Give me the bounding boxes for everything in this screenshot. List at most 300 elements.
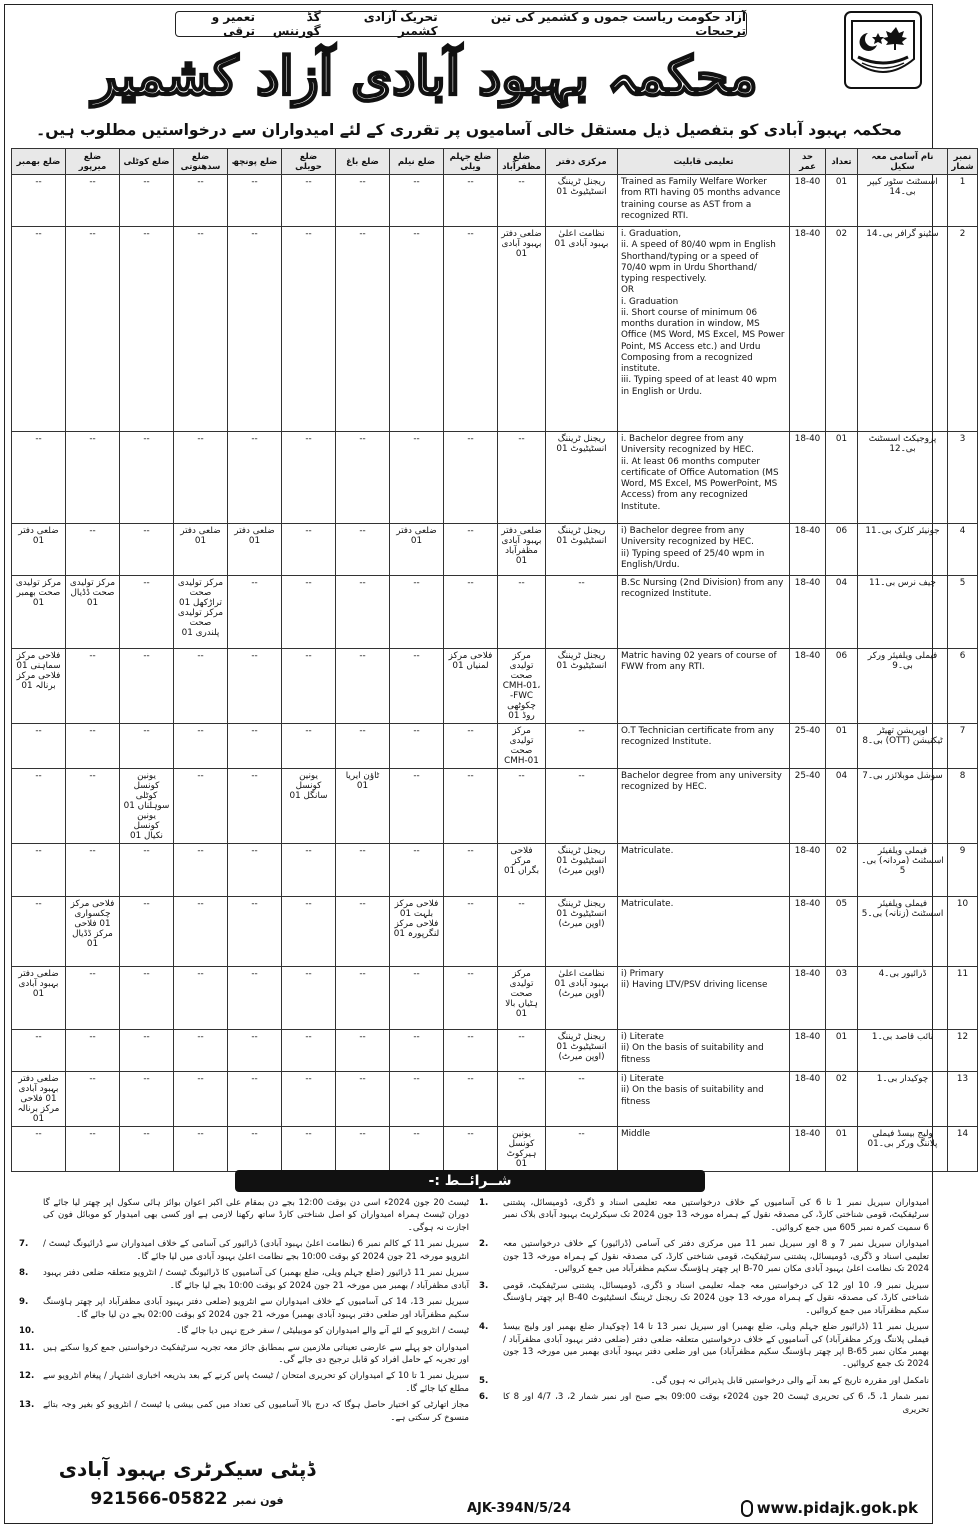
district-cell: مرکز تولیدی صحت CMH-01، FWC-چکوٹھی روڈ 01: [498, 649, 546, 724]
district-cell: --: [546, 1127, 618, 1172]
post-count-cell: 03: [826, 967, 858, 1030]
tagline-item: تحریک آزادی کشمیر: [363, 10, 438, 38]
district-cell: --: [390, 967, 444, 1030]
tagline-box: [175, 11, 747, 37]
table-row: [12, 175, 978, 227]
district-cell: --: [390, 769, 444, 844]
district-cell: --: [336, 844, 390, 897]
district-cell: --: [228, 227, 282, 432]
district-cell: --: [66, 175, 120, 227]
conditions-left-column: [19, 1197, 469, 1428]
column-header: نمبر شمار: [948, 149, 978, 175]
post-name-cell: پروجیکٹ اسسٹنٹ بی۔12: [858, 432, 948, 524]
district-cell: --: [336, 576, 390, 649]
post-count-cell: 04: [826, 769, 858, 844]
column-header: ضلع کوٹلی: [120, 149, 174, 175]
tagline-item: آزاد حکومت ریاست جموں و کشمیر کی تین ترجیحات: [490, 10, 746, 38]
district-cell: --: [120, 524, 174, 576]
column-header: تعلیمی قابلیت: [618, 149, 790, 175]
district-cell: --: [228, 649, 282, 724]
district-cell: --: [390, 1072, 444, 1127]
post-name-cell: سٹینو گرافر بی۔14: [858, 227, 948, 432]
district-cell: ریجنل ٹریننگ انسٹیٹیوٹ 01: [546, 175, 618, 227]
condition-number: [19, 1197, 43, 1234]
column-header: ضلع جہلم ویلی: [444, 149, 498, 175]
serial-cell: 2: [948, 227, 978, 432]
serial-cell: 3: [948, 432, 978, 524]
condition-number: 3.: [479, 1280, 489, 1291]
post-name-cell: فیملی ویلفیئر ورکر بی۔9: [858, 649, 948, 724]
table-row: [12, 1127, 978, 1172]
district-cell: --: [390, 1127, 444, 1172]
district-cell: --: [498, 576, 546, 649]
condition-number: 1.: [479, 1198, 489, 1208]
post-count-cell: 01: [826, 432, 858, 524]
age-limit-cell: 18-40: [790, 432, 826, 524]
district-cell: --: [498, 769, 546, 844]
post-name-cell: فیملی ویلفیئر اسسٹنٹ (مردانہ) بی۔5: [858, 844, 948, 897]
condition-text: سیریل نمبر 11 کے کالم نمبر 6 (نظامت اعلیٰ بہبود آبادی) ڈرائیور کی آسامی کے خلاف امیدواران سے ڈرائیونگ ٹیسٹ / انٹرویو مورخہ 21 جون 2024 کو بوقت 10:00 بجے نظامت اعلیٰ بہبود آبادی میں لیا جائے گا۔: [43, 1239, 469, 1262]
condition-text: امیدواران سیریل نمبر 7 و 8 اور سیریل نمبر 11 میں مرکزی دفتر کی آسامی (ڈرائیور) کے خلاف درخواستیں معہ تعلیمی اسناد و ڈگری، ڈومیسائل، پشتنی سرٹیفکیٹ، قومی شناختی کارڈ، کی مصدقہ نقول کے ہمراہ مورخہ 13 جون 2024 تک نظامت اعلیٰ بہبود آبادی مکان نمبر B-70 اپر چھتر ہاؤسنگ سکیم مظفرآباد میں جمع کروائیں۔: [503, 1239, 930, 1275]
district-cell: --: [66, 967, 120, 1030]
district-cell: --: [174, 967, 228, 1030]
table-row: [12, 967, 978, 1030]
qualification-cell: Matriculate.: [618, 844, 790, 897]
post-count-cell: 01: [826, 175, 858, 227]
district-cell: --: [174, 769, 228, 844]
district-cell: یونین کونسل کوٹلی سوہلناں 01 یونین کونسل نکیال 01: [120, 769, 174, 844]
qualification-cell: i) Primary ii) Having LTV/PSV driving license: [618, 967, 790, 1030]
age-limit-cell: 18-40: [790, 175, 826, 227]
district-cell: --: [336, 1030, 390, 1072]
district-cell: نظامت اعلیٰ بہبود آبادی 01 (اوپن میرٹ): [546, 967, 618, 1030]
table-row: [12, 1030, 978, 1072]
district-cell: فلاحی مرکز لمنیاں 01: [444, 649, 498, 724]
district-cell: --: [336, 897, 390, 967]
phone-label: فون نمبر: [233, 1494, 284, 1507]
district-cell: --: [282, 175, 336, 227]
ajk-emblem-icon: [844, 11, 922, 89]
district-cell: --: [12, 227, 66, 432]
condition-item: [19, 1267, 469, 1292]
post-name-cell: جونیئر کلرک بی۔11: [858, 524, 948, 576]
age-limit-cell: 18-40: [790, 649, 826, 724]
district-cell: --: [390, 227, 444, 432]
age-limit-cell: 18-40: [790, 844, 826, 897]
column-header: ضلع مظفرآباد: [498, 149, 546, 175]
age-limit-cell: 18-40: [790, 1127, 826, 1172]
district-cell: --: [120, 175, 174, 227]
age-limit-cell: 18-40: [790, 227, 826, 432]
district-cell: --: [336, 1127, 390, 1172]
serial-cell: 11: [948, 967, 978, 1030]
column-header: ضلع باغ: [336, 149, 390, 175]
post-count-cell: 02: [826, 227, 858, 432]
district-cell: --: [546, 1072, 618, 1127]
district-cell: فلاحی مرکز چکسواری 01 فلاحی مرکز ڈڈیال 01: [66, 897, 120, 967]
district-cell: --: [282, 227, 336, 432]
district-cell: ریجنل ٹریننگ انسٹیٹیوٹ 01: [546, 432, 618, 524]
district-cell: یونین کونسل سانگل 01: [282, 769, 336, 844]
condition-item: [479, 1321, 929, 1371]
district-cell: مرکز تولیدی صحت CMH-01: [498, 724, 546, 769]
qualification-cell: i. Graduation, ii. A speed of 80/40 wpm in English Shorthand/typing or a speed of 70/40 wpm in Urdu Shorthand/ typing respectively. OR i. Graduation ii. Short course of minimum 06 months duration in window, MS Office (MS Word, MS Excel, MS Power Point, MS Access etc.) and Urdu Composing from a recognized institute. iii. Typing speed of at least 40 wpm in English or Urdu.: [618, 227, 790, 432]
serial-cell: 13: [948, 1072, 978, 1127]
district-cell: نظامت اعلیٰ بہبود آبادی 01: [546, 227, 618, 432]
post-name-cell: ڈرائیور بی۔4: [858, 967, 948, 1030]
district-cell: --: [444, 1030, 498, 1072]
district-cell: --: [12, 724, 66, 769]
district-cell: --: [282, 1127, 336, 1172]
mouse-icon: [741, 1500, 753, 1517]
table-row: [12, 897, 978, 967]
condition-item: [479, 1238, 929, 1275]
district-cell: --: [390, 649, 444, 724]
district-cell: --: [336, 227, 390, 432]
condition-item: [479, 1280, 929, 1317]
condition-number: 8.: [19, 1268, 29, 1279]
district-cell: --: [390, 175, 444, 227]
website-url[interactable]: www.pidajk.gok.pk: [756, 1499, 918, 1517]
post-count-cell: 02: [826, 844, 858, 897]
age-limit-cell: 18-40: [790, 1030, 826, 1072]
post-count-cell: 01: [826, 724, 858, 769]
advertisement-page: [4, 4, 974, 1524]
district-cell: --: [546, 724, 618, 769]
district-cell: مرکز تولیدی صحت ڈڈیال 01: [66, 576, 120, 649]
condition-number: 12.: [19, 1371, 35, 1382]
condition-item: [479, 1197, 929, 1234]
signatory: ڈپٹی سیکرٹری بہبود آبادی: [58, 1457, 316, 1481]
district-cell: ضلعی دفتر 01: [12, 524, 66, 576]
qualification-cell: Middle: [618, 1127, 790, 1172]
website[interactable]: [741, 1499, 918, 1517]
condition-number: 13.: [19, 1400, 35, 1411]
district-cell: فلاحی مرکز سماہنی 01 فلاحی مرکز برنالہ 01: [12, 649, 66, 724]
department-title: محکمہ بہبود آبادی آزاد کشمیر: [92, 46, 758, 107]
serial-cell: 1: [948, 175, 978, 227]
district-cell: --: [444, 175, 498, 227]
column-header: ضلع بھمبر: [12, 149, 66, 175]
table-row: [12, 844, 978, 897]
district-cell: --: [282, 524, 336, 576]
tagline-item: تعمیر و ترقی: [211, 10, 256, 38]
district-cell: --: [444, 432, 498, 524]
district-cell: --: [444, 724, 498, 769]
phone-line: [27, 1489, 347, 1509]
vacancy-table: [11, 148, 978, 1172]
column-header: تعداد: [826, 149, 858, 175]
condition-text: امیدواران سیریل نمبر 1 تا 6 کی آسامیوں کے خلاف درخواستیں معہ تعلیمی اسناد و ڈگری، ڈومیسائل، پشتنی سرٹیفکیٹ، قومی شناختی کارڈ، کی مصدقہ نقول کے ہمراہ مورخہ 13 جون 2024 تک سیکرٹریٹ بہبود آبادی بلاک نمبر 6 سمیت کمرہ نمبر 605 میں جمع کروائیں۔: [503, 1198, 930, 1233]
district-cell: --: [66, 524, 120, 576]
age-limit-cell: 18-40: [790, 897, 826, 967]
conditions-heading: شــرائــط :-: [235, 1170, 705, 1192]
qualification-cell: i) Literate ii) On the basis of suitability and fitness: [618, 1072, 790, 1127]
district-cell: --: [228, 769, 282, 844]
district-cell: ضلعی دفتر بہبود آبادی مظفرآباد 01: [498, 524, 546, 576]
condition-item: [479, 1375, 929, 1387]
table-header-row: [12, 149, 978, 175]
condition-text: نامکمل اور مقررہ تاریخ کے بعد آنے والی درخواستیں قابل پذیرائی نہ ہوں گی۔: [650, 1375, 929, 1386]
district-cell: --: [66, 227, 120, 432]
condition-number: 11.: [19, 1342, 35, 1353]
district-cell: ریجنل ٹریننگ انسٹیٹیوٹ 01: [546, 649, 618, 724]
district-cell: --: [66, 844, 120, 897]
condition-text: ٹیسٹ 20 جون 2024ء اسی دن بوقت 12:00 بجے دن بمقام علی اکبر اعوان بوائز ہائی سکول اپر چھتر لیا جائے گا دوران ٹیسٹ ہمراہ امیدواران کو اصل شناختی کارڈ ساتھ رکھنا لازمی ہے اور کسی بھی امیدوار کو موبائل فون کی اجازت نہ ہوگی۔: [43, 1198, 470, 1233]
column-header: حد عمر: [790, 149, 826, 175]
district-cell: ضلعی دفتر 01: [228, 524, 282, 576]
qualification-cell: Bachelor degree from any university recognized by HEC.: [618, 769, 790, 844]
age-limit-cell: 25-40: [790, 769, 826, 844]
district-cell: ضلعی دفتر 01: [390, 524, 444, 576]
serial-cell: 9: [948, 844, 978, 897]
district-cell: --: [174, 175, 228, 227]
post-count-cell: 01: [826, 1030, 858, 1072]
post-name-cell: چوکیدار بی۔1: [858, 1072, 948, 1127]
condition-number: 6.: [479, 1392, 489, 1403]
district-cell: --: [228, 1030, 282, 1072]
qualification-cell: Matric having 02 years of course of FWW from any RTI.: [618, 649, 790, 724]
district-cell: --: [66, 1127, 120, 1172]
district-cell: --: [120, 1072, 174, 1127]
district-cell: --: [444, 576, 498, 649]
district-cell: --: [228, 844, 282, 897]
district-cell: یونین کونسل ہیرکوٹ 01: [498, 1127, 546, 1172]
district-cell: --: [390, 576, 444, 649]
district-cell: --: [66, 1072, 120, 1127]
district-cell: --: [174, 1030, 228, 1072]
condition-text: سیریل نمبر 11 (ڈرائیور ضلع جہلم ویلی، ضلع بھمبر) اور سیریل نمبر 13 تا 14 (چوکیدار ضلع بھمبر اور ولیج بیسڈ فیملی پلاننگ ورکر مظفرآباد) کی آسامیوں کے خلاف درخواستیں متعلقہ ضلعی دفتر (ضلعی دفتر بہبود آبادی مظفرآباد / بھمبر مکان نمبر B-65 اپر چھتر ہاؤسنگ سکیم مظفرآباد) میں اور ضلعی دفتر بہبود آبادی بھمبر میں مورخہ 13 جون 2024 تک جمع کروائیں۔: [503, 1322, 929, 1370]
district-cell: مرکز تولیدی صحت بھمبر 01: [12, 576, 66, 649]
condition-number: 2.: [479, 1239, 489, 1250]
post-count-cell: 06: [826, 649, 858, 724]
district-cell: ٹاؤن ایریا 01: [336, 769, 390, 844]
column-header: ضلع میرپور: [66, 149, 120, 175]
district-cell: ضلعی دفتر بہبود آبادی 01 فلاحی مرکز برنالہ 01: [12, 1072, 66, 1127]
phone-number: 05822-921566: [90, 1489, 228, 1509]
post-name-cell: اوپریشن تھیٹر ٹیکنیشن (OTT) بی۔8: [858, 724, 948, 769]
district-cell: --: [228, 1072, 282, 1127]
district-cell: --: [228, 724, 282, 769]
condition-number: 7.: [19, 1239, 29, 1250]
district-cell: --: [390, 844, 444, 897]
district-cell: --: [228, 432, 282, 524]
district-cell: --: [282, 432, 336, 524]
age-limit-cell: 18-40: [790, 967, 826, 1030]
district-cell: --: [282, 576, 336, 649]
district-cell: --: [498, 432, 546, 524]
condition-text: سیریل نمبر 9، 10 اور 12 کی درخواستیں معہ جملہ تعلیمی اسناد و ڈگری، ڈومیسائل، پشتنی سرٹیفکیٹ، قومی شناختی کارڈ، کی مصدقہ نقول کے ہمراہ مورخہ 13 جون 2024 تک ریجنل ٹریننگ انسٹیٹیوٹ B-40 اپر چھتر ہاؤسنگ سکیم مظفرآباد میں جمع کروائیں۔: [503, 1280, 929, 1316]
district-cell: --: [444, 1127, 498, 1172]
district-cell: --: [12, 1030, 66, 1072]
column-header: نام آسامی معہ سکیل: [858, 149, 948, 175]
table-row: [12, 724, 978, 769]
column-header: مرکزی دفتر: [546, 149, 618, 175]
serial-cell: 12: [948, 1030, 978, 1072]
district-cell: --: [390, 432, 444, 524]
district-cell: --: [12, 1127, 66, 1172]
tagline-item: گڈ گورننس: [272, 10, 321, 38]
district-cell: --: [336, 524, 390, 576]
district-cell: --: [282, 897, 336, 967]
district-cell: --: [444, 967, 498, 1030]
header: [5, 5, 932, 123]
table-row: [12, 524, 978, 576]
condition-text: مجاز اتھارٹی کو اختیار حاصل ہوگا کہ درج بالا آسامیوں کی تعداد میں کمی بیشی یا ٹیسٹ / انٹرویو کو بغیر وجہ بتائے منسوخ کر سکتی ہے۔: [43, 1400, 469, 1423]
age-limit-cell: 25-40: [790, 724, 826, 769]
district-cell: --: [120, 649, 174, 724]
district-cell: --: [174, 227, 228, 432]
age-limit-cell: 18-40: [790, 1072, 826, 1127]
district-cell: --: [390, 1030, 444, 1072]
column-header: ضلع نیلم: [390, 149, 444, 175]
serial-cell: 5: [948, 576, 978, 649]
post-name-cell: اسسٹنٹ سٹور کیپر بی۔14: [858, 175, 948, 227]
district-cell: --: [390, 724, 444, 769]
district-cell: --: [228, 576, 282, 649]
table-row: [12, 576, 978, 649]
qualification-cell: i) Bachelor degree from any University recognized by HEC. ii) Typing speed of 25/40 wpm in English/Urdu.: [618, 524, 790, 576]
qualification-cell: O.T Technician certificate from any recognized Institute.: [618, 724, 790, 769]
district-cell: --: [498, 1072, 546, 1127]
district-cell: --: [444, 769, 498, 844]
district-cell: --: [282, 649, 336, 724]
condition-item: [19, 1325, 469, 1337]
post-count-cell: 04: [826, 576, 858, 649]
table-row: [12, 227, 978, 432]
condition-text: سیریل نمبر 1 تا 10 کے امیدواران کو تحریری امتحان / ٹیسٹ پاس کرنے کے بعد بذریعہ اخباری اشتہار / پیغام انٹرویو سے مطلع کیا جائے گا۔: [43, 1371, 469, 1394]
post-name-cell: سوشل موبلائزر بی۔7: [858, 769, 948, 844]
district-cell: --: [336, 432, 390, 524]
post-count-cell: 05: [826, 897, 858, 967]
column-header: ضلع حویلی: [282, 149, 336, 175]
serial-cell: 7: [948, 724, 978, 769]
district-cell: --: [444, 897, 498, 967]
condition-number: 4.: [479, 1322, 489, 1333]
district-cell: --: [66, 1030, 120, 1072]
qualification-cell: B.Sc Nursing (2nd Division) from any recognized Institute.: [618, 576, 790, 649]
qualification-cell: i) Literate ii) On the basis of suitability and fitness: [618, 1030, 790, 1072]
post-count-cell: 01: [826, 1127, 858, 1172]
district-cell: --: [12, 432, 66, 524]
post-count-cell: 06: [826, 524, 858, 576]
district-cell: --: [120, 844, 174, 897]
district-cell: --: [174, 1127, 228, 1172]
district-cell: --: [12, 897, 66, 967]
district-cell: --: [228, 967, 282, 1030]
serial-cell: 14: [948, 1127, 978, 1172]
qualification-cell: i. Bachelor degree from any University recognized by HEC. ii. At least 06 months computer certificate of Office Automation (MS Word, MS Excel, MS PowerPoint, MS Access) from any recognized Institute.: [618, 432, 790, 524]
condition-item: [19, 1296, 469, 1321]
condition-item: [19, 1399, 469, 1424]
condition-text: سیریل نمبر 11 ڈرائیور (ضلع جہلم ویلی، ضلع بھمبر) کی آسامیوں کا ڈرائیونگ ٹیسٹ / انٹرویو متعلقہ ضلعی دفتر بہبود آبادی مظفرآباد / بھمبر میں مورخہ 21 جون 2024 کو بوقت 10:00 بجے لیا جائے گا۔: [43, 1268, 469, 1291]
post-count-cell: 02: [826, 1072, 858, 1127]
post-name-cell: فیملی ویلفیئر اسسٹنٹ (زنانہ) بی۔5: [858, 897, 948, 967]
district-cell: --: [336, 175, 390, 227]
district-cell: --: [282, 844, 336, 897]
serial-cell: 4: [948, 524, 978, 576]
district-cell: --: [498, 897, 546, 967]
district-cell: --: [336, 649, 390, 724]
column-header: ضلع پونچھ: [228, 149, 282, 175]
district-cell: --: [174, 1072, 228, 1127]
age-limit-cell: 18-40: [790, 524, 826, 576]
table-row: [12, 649, 978, 724]
district-cell: --: [282, 724, 336, 769]
condition-text: سیریل نمبر 13، 14 کی آسامیوں کے خلاف امیدواران سے انٹرویو (ضلعی دفتر بہبود آبادی مظفرآباد اپر چھتر ہاؤسنگ سکیم مظفرآباد اور ضلعی دفتر بہبود آبادی بھمبر) مورخہ 21 جون 2024 کو بوقت 02:00 بجے دن لیا جائے گا۔: [43, 1297, 469, 1320]
district-cell: --: [120, 967, 174, 1030]
serial-cell: 10: [948, 897, 978, 967]
condition-item: [19, 1342, 469, 1367]
serial-cell: 8: [948, 769, 978, 844]
district-cell: --: [546, 769, 618, 844]
district-cell: ضلعی دفتر بہبود آبادی 01: [12, 967, 66, 1030]
district-cell: --: [174, 844, 228, 897]
intro-text: محکمہ بہبود آبادی کو بتفصیل ذیل مستقل خالی آسامیوں پر تقرری کے لئے امیدواران سے درخواستیں مطلوب ہیں۔: [36, 121, 902, 139]
district-cell: --: [336, 724, 390, 769]
district-cell: --: [546, 576, 618, 649]
district-cell: --: [120, 897, 174, 967]
district-cell: --: [228, 175, 282, 227]
district-cell: --: [120, 576, 174, 649]
ad-reference: AJK-394N/5/24: [467, 1501, 571, 1516]
district-cell: --: [444, 524, 498, 576]
district-cell: ریجنل ٹریننگ انسٹیٹیوٹ 01 (اوپن میرٹ): [546, 844, 618, 897]
qualification-cell: Matriculate.: [618, 897, 790, 967]
district-cell: مرکز تولیدی صحت تراڑکھل 01 مرکز تولیدی صحت پلندری 01: [174, 576, 228, 649]
district-cell: ریجنل ٹریننگ انسٹیٹیوٹ 01 (اوپن میرٹ): [546, 1030, 618, 1072]
district-cell: --: [228, 897, 282, 967]
condition-text: نمبر شمار 1، 5، 6 کی تحریری ٹیسٹ 20 جون 2024ء بوقت 09:00 بجے صبح اور نمبر شمار 2، 3، 4/7 اور 8 کا تحریری: [503, 1392, 929, 1415]
serial-cell: 6: [948, 649, 978, 724]
table-row: [12, 432, 978, 524]
district-cell: --: [120, 724, 174, 769]
district-cell: --: [282, 1072, 336, 1127]
condition-number: 10.: [19, 1326, 35, 1337]
condition-text: امیدواران جو پہلے سے عارضی تعیناتی ملازمین سے بمطابق جائز معہ تجربہ سرٹیفکیٹ درخواستیں جمع کروا سکتے ہیں اور تجربہ کے حامل افراد کو قابل ترجیح دی جائے گی۔: [43, 1342, 469, 1365]
district-cell: --: [66, 649, 120, 724]
district-cell: ریجنل ٹریننگ انسٹیٹیوٹ 01: [546, 524, 618, 576]
column-header: ضلع سدھنوتی: [174, 149, 228, 175]
district-cell: --: [498, 1030, 546, 1072]
district-cell: --: [444, 1072, 498, 1127]
post-name-cell: نائب قاصد بی۔1: [858, 1030, 948, 1072]
condition-text: ٹیسٹ / انٹرویو کے لئے آنے والے امیدواران کو موبیلیٹی / سفر خرچ نہیں دیا جائے گا۔: [176, 1326, 469, 1337]
district-cell: --: [282, 1030, 336, 1072]
district-cell: --: [66, 769, 120, 844]
district-cell: فلاحی مرکز بگراں 01: [498, 844, 546, 897]
district-cell: --: [282, 967, 336, 1030]
qualification-cell: Trained as Family Welfare Worker from RTI having 05 months advance training course as AST from a recognized RTI.: [618, 175, 790, 227]
district-cell: ریجنل ٹریننگ انسٹیٹیوٹ 01 (اوپن میرٹ): [546, 897, 618, 967]
district-cell: --: [120, 432, 174, 524]
district-cell: --: [174, 897, 228, 967]
district-cell: --: [12, 844, 66, 897]
conditions-right-column: [479, 1197, 929, 1420]
condition-item: [19, 1197, 469, 1234]
district-cell: --: [12, 769, 66, 844]
district-cell: --: [174, 649, 228, 724]
district-cell: فلاحی مرکز بلہت 01 فلاحی مرکز لنگرپورہ 01: [390, 897, 444, 967]
district-cell: مرکز تولیدی صحت ہٹیاں بالا 01: [498, 967, 546, 1030]
post-name-cell: چیف نرس بی۔11: [858, 576, 948, 649]
district-cell: --: [66, 724, 120, 769]
condition-item: [19, 1238, 469, 1263]
district-cell: --: [498, 175, 546, 227]
condition-item: [479, 1391, 929, 1416]
table-row: [12, 1072, 978, 1127]
district-cell: --: [336, 1072, 390, 1127]
